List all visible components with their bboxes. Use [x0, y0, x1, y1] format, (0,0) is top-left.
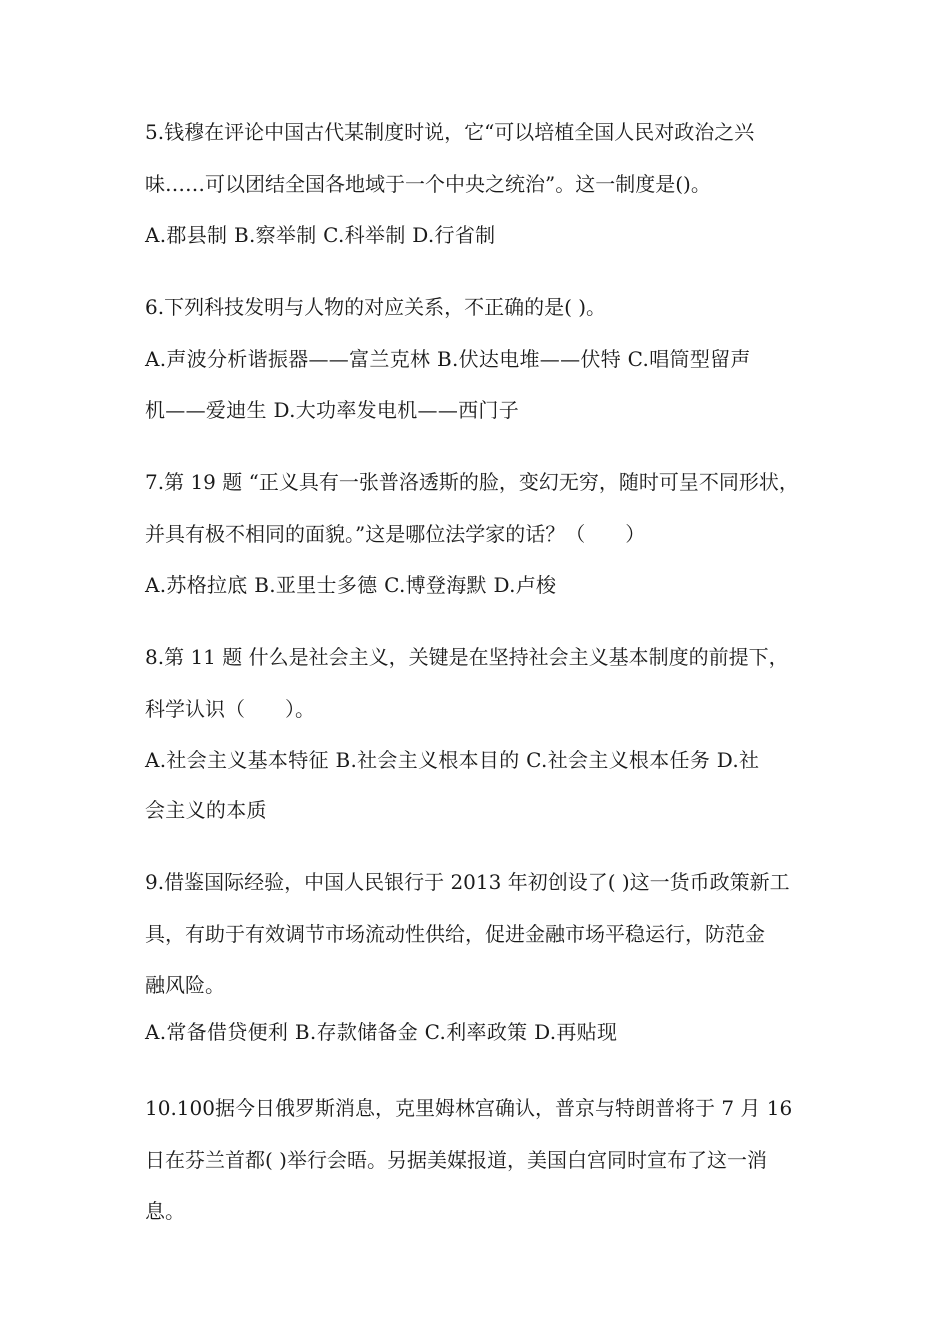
q10-line-1: 10.100据今日俄罗斯消息，克里姆林宫确认，普京与特朗普将于 7 月 16 [145, 1096, 793, 1120]
q8-line-1: 8.第 11 题 什么是社会主义，关键是在坚持社会主义基本制度的前提下， [145, 645, 789, 669]
q8-options-1: A.社会主义基本特征 B.社会主义根本目的 C.社会主义根本任务 D.社 [145, 748, 760, 772]
q9-line-3: 融风险。 [145, 973, 225, 997]
q5-line-1: 5.钱穆在评论中国古代某制度时说，它“可以培植全国人民对政治之兴 [145, 120, 755, 144]
q7-line-2: 并具有极不相同的面貌。”这是哪位法学家的话？（ ） [145, 522, 646, 546]
q10-line-2: 日在芬兰首都( )举行会晤。另据美媒报道，美国白宫同时宣布了这一消 [145, 1148, 767, 1172]
q9-line-2: 具，有助于有效调节市场流动性供给，促进金融市场平稳运行，防范金 [145, 922, 765, 946]
q8-options-2: 会主义的本质 [145, 798, 267, 822]
q6-line-1: 6.下列科技发明与人物的对应关系，不正确的是( )。 [145, 295, 607, 319]
q7-line-1: 7.第 19 题 “正义具有一张普洛透斯的脸，变幻无穷，随时可呈不同形状， [145, 470, 799, 494]
q5-line-2: 味……可以团结全国各地域于一个中央之统治”。这一制度是()。 [145, 172, 711, 196]
q10-line-3: 息。 [145, 1199, 185, 1223]
q6-options-1: A.声波分析谐振器——富兰克林 B.伏达电堆——伏特 C.唱筒型留声 [145, 347, 751, 371]
q9-options: A.常备借贷便利 B.存款储备金 C.利率政策 D.再贴现 [145, 1020, 618, 1044]
q9-line-1: 9.借鉴国际经验，中国人民银行于 2013 年初创设了( )这一货币政策新工 [145, 870, 790, 894]
q7-options: A.苏格拉底 B.亚里士多德 C.博登海默 D.卢梭 [145, 573, 557, 597]
q8-line-2: 科学认识（ ）。 [145, 697, 315, 721]
q6-options-2: 机——爱迪生 D.大功率发电机——西门子 [145, 398, 520, 422]
q5-options: A.郡县制 B.察举制 C.科举制 D.行省制 [145, 223, 496, 247]
